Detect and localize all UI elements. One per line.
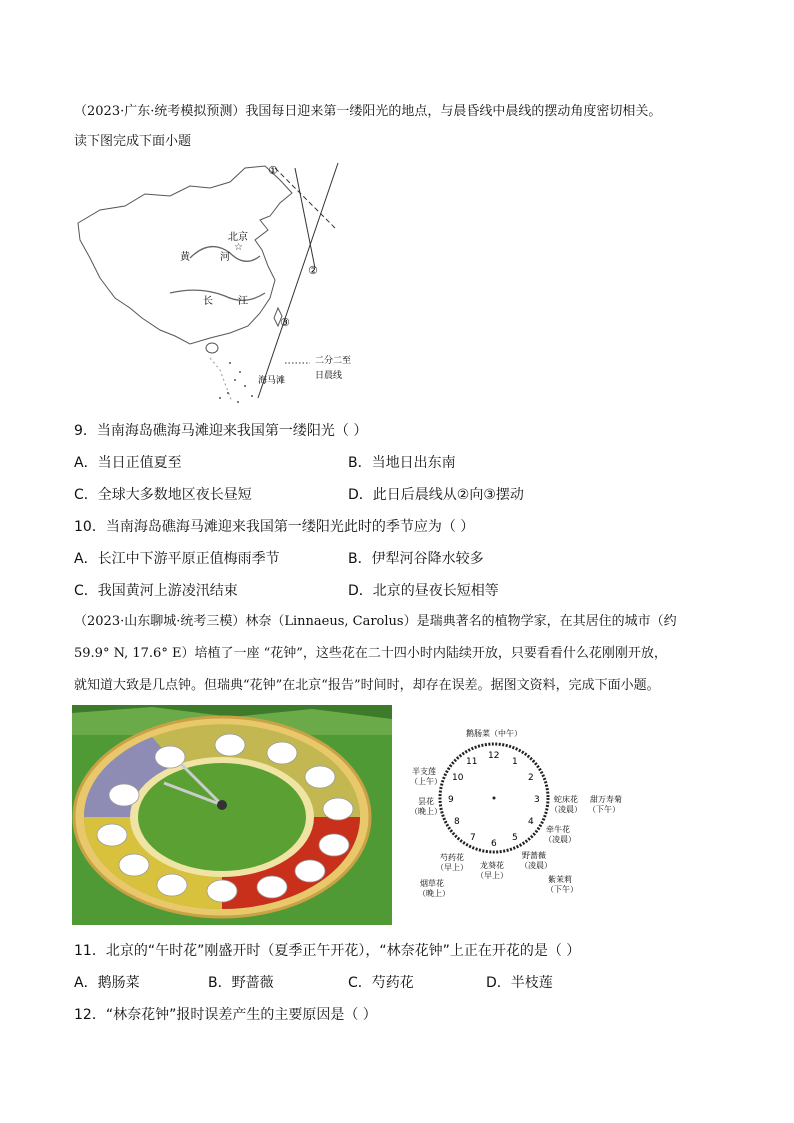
flower-9-name: 昙花 — [418, 797, 434, 806]
marker-1: ① — [268, 164, 278, 177]
flower-3-name: 蛇床花 — [554, 795, 578, 804]
q10-option-c[interactable]: C．我国黄河上游凌汛结束 — [74, 583, 238, 599]
flower-9-time: （晚上） — [410, 807, 442, 816]
flower-5-time: （凌晨） — [520, 861, 552, 870]
legend-line1: 二分二至 — [315, 356, 352, 366]
flower-10-time: （上午） — [410, 777, 442, 786]
clock-num-9: 9 — [448, 795, 454, 805]
passage1-line1: （2023·广东·统考模拟预测）我国每日迎来第一缕阳光的地点，与晨昏线中晨线的摆动角度密切相关。 — [74, 104, 662, 119]
label-huang: 黄 — [180, 252, 190, 263]
passage1-line2: 读下图完成下面小题 — [74, 134, 192, 149]
flower-clock-photo — [72, 705, 392, 925]
flower-10-name: 半支莲 — [412, 767, 436, 776]
flower-4-name: 牵牛花 — [546, 825, 570, 834]
clock-num-6: 6 — [491, 839, 497, 849]
label-haimatan: 海马滩 — [258, 376, 286, 386]
q11-option-c[interactable]: C．芍药花 — [348, 975, 414, 991]
q12-stem: 12．“林奈花钟”报时误差产生的主要原因是（ ） — [74, 1007, 377, 1023]
label-chang: 长 — [203, 296, 213, 307]
q11-option-a[interactable]: A．鹅肠菜 — [74, 975, 140, 991]
q9-option-c[interactable]: C．全球大多数地区夜长昼短 — [74, 487, 252, 503]
q9-stem: 9．当南海岛礁海马滩迎来我国第一缕阳光（ ） — [74, 423, 368, 439]
flower-4-time: （凌晨） — [544, 835, 576, 844]
label-jiang: 江 — [238, 296, 248, 307]
q11-stem: 11．北京的“午时花”刚盛开时（夏季正午开花），“林奈花钟”上正在开花的是（ ） — [74, 943, 581, 959]
q10-stem: 10．当南海岛礁海马滩迎来我国第一缕阳光此时的季节应为（ ） — [74, 519, 475, 535]
clock-center — [493, 797, 496, 800]
terminator-line-2 — [295, 168, 315, 268]
legend-line2: 日晨线 — [315, 371, 343, 381]
clock-num-7: 7 — [470, 833, 476, 843]
label-he: 河 — [220, 252, 230, 263]
flower-12: 鹅肠菜（中午） — [466, 729, 522, 738]
passage2-line2: 59.9° N, 17.6° E）培植了一座 “花钟”，这些花在二十四小时内陆续开放，只要看看什么花刚刚开放， — [74, 646, 667, 661]
flower-6-time: （早上） — [476, 871, 508, 880]
clock-num-12: 12 — [488, 751, 500, 761]
q10-option-b[interactable]: B．伊犁河谷降水较多 — [348, 551, 484, 567]
clock-num-4: 4 — [528, 817, 534, 827]
flower-5-name: 野蔷薇 — [522, 851, 546, 860]
marker-3: ③ — [280, 316, 290, 329]
clock-num-3: 3 — [534, 795, 540, 805]
flower-3b-name: 甜万寿菊 — [590, 795, 622, 804]
china-map-figure — [70, 158, 370, 410]
q9-option-b[interactable]: B．当地日出东南 — [348, 455, 456, 471]
passage2-line3: 就知道大致是几点钟。但瑞典“花钟”在北京“报告”时间时，却存在误差。据图文资料，完成下面小题。 — [74, 678, 660, 693]
hainan-island — [206, 343, 218, 353]
q9-option-a[interactable]: A．当日正值夏至 — [74, 455, 182, 471]
passage2-line1: （2023·山东聊城·统考三模）林奈（Linnaeus, Carolus）是瑞典著名的植物学家，在其居住的城市（约 — [74, 614, 677, 629]
clock-num-11: 11 — [466, 757, 478, 767]
q9-option-d[interactable]: D．此日后晨线从②向③摆动 — [348, 487, 524, 503]
flower-3b-time: （下午） — [588, 805, 620, 814]
clock-num-8: 8 — [454, 817, 460, 827]
flower-7b-name: 烟草花 — [420, 879, 444, 888]
clock-num-5: 5 — [512, 833, 518, 843]
clock-num-2: 2 — [528, 773, 534, 783]
flower-6-name: 龙葵花 — [480, 861, 504, 870]
q10-option-d[interactable]: D．北京的昼夜长短相等 — [348, 583, 499, 599]
beijing-star-icon: ☆ — [234, 242, 243, 253]
flower-7-time: （早上） — [436, 863, 468, 872]
flower-7b-time: （晚上） — [418, 889, 450, 898]
q11-option-d[interactable]: D．半枝莲 — [486, 975, 553, 991]
label-beijing: 北京 — [228, 232, 248, 243]
q10-option-a[interactable]: A．长江中下游平原正值梅雨季节 — [74, 551, 280, 567]
flower-4b-name: 紫茉莉 — [548, 875, 572, 884]
clock-num-1: 1 — [512, 757, 518, 767]
flower-clock-diagram — [404, 722, 644, 902]
flower-3-time: （凌晨） — [550, 805, 582, 814]
flower-7-name: 芍药花 — [440, 853, 464, 862]
marker-2: ② — [308, 264, 318, 277]
clock-num-10: 10 — [452, 773, 464, 783]
flower-4b-time: （下午） — [546, 885, 578, 894]
q11-option-b[interactable]: B．野蔷薇 — [208, 975, 274, 991]
